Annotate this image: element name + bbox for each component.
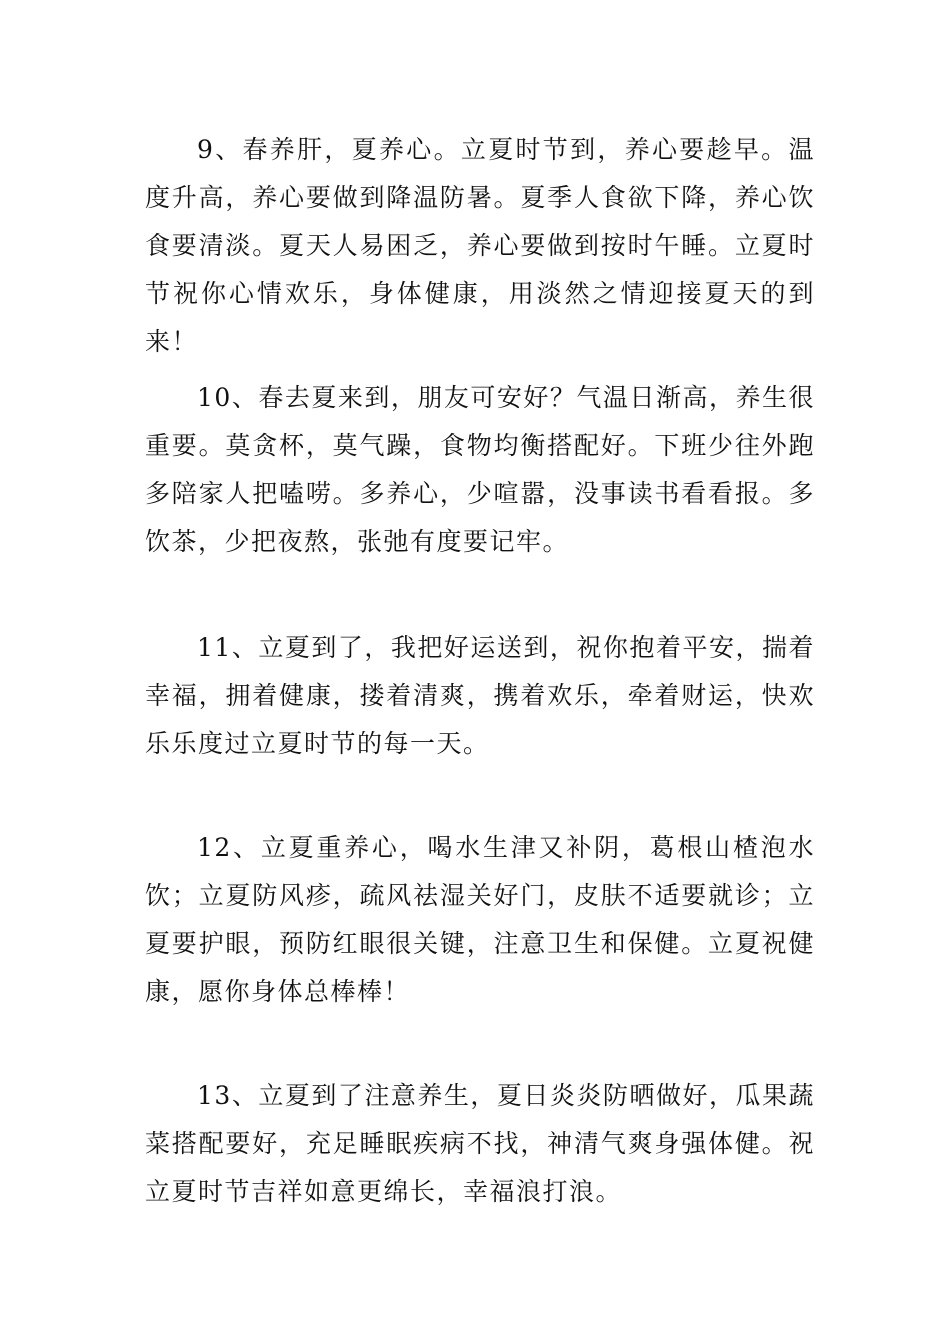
paragraph-9: 9、春养肝，夏养心。立夏时节到，养心要趁早。温度升高，养心要做到降温防暑。夏季人食欲下降，养心饮食要清淡。夏天人易困乏，养心要做到按时午睡。立夏时节祝你心情欢乐，身体健康，用淡然之情迎接夏天的到来！	[145, 135, 815, 356]
paragraph-11: 11、立夏到了，我把好运送到，祝你抱着平安，揣着幸福，拥着健康，搂着清爽，携着欢乐，牵着财运，快欢乐乐度过立夏时节的每一天。	[145, 633, 815, 758]
paragraph-12: 12、立夏重养心，喝水生津又补阴，葛根山楂泡水饮；立夏防风疹，疏风祛湿关好门，皮肤不适要就诊；立夏要护眼，预防红眼很关键，注意卫生和保健。立夏祝健康，愿你身体总棒棒！	[145, 833, 815, 1006]
paragraph-10: 10、春去夏来到，朋友可安好？气温日渐高，养生很重要。莫贪杯，莫气躁，食物均衡搭配好。下班少往外跑多陪家人把嗑唠。多养心，少喧嚣，没事读书看看报。多饮茶，少把夜熬，张弛有度要记牢。	[145, 383, 815, 556]
paragraph-13: 13、立夏到了注意养生，夏日炎炎防晒做好，瓜果蔬菜搭配要好，充足睡眠疾病不找，神清气爽身强体健。祝立夏时节吉祥如意更绵长，幸福浪打浪。	[145, 1081, 815, 1206]
